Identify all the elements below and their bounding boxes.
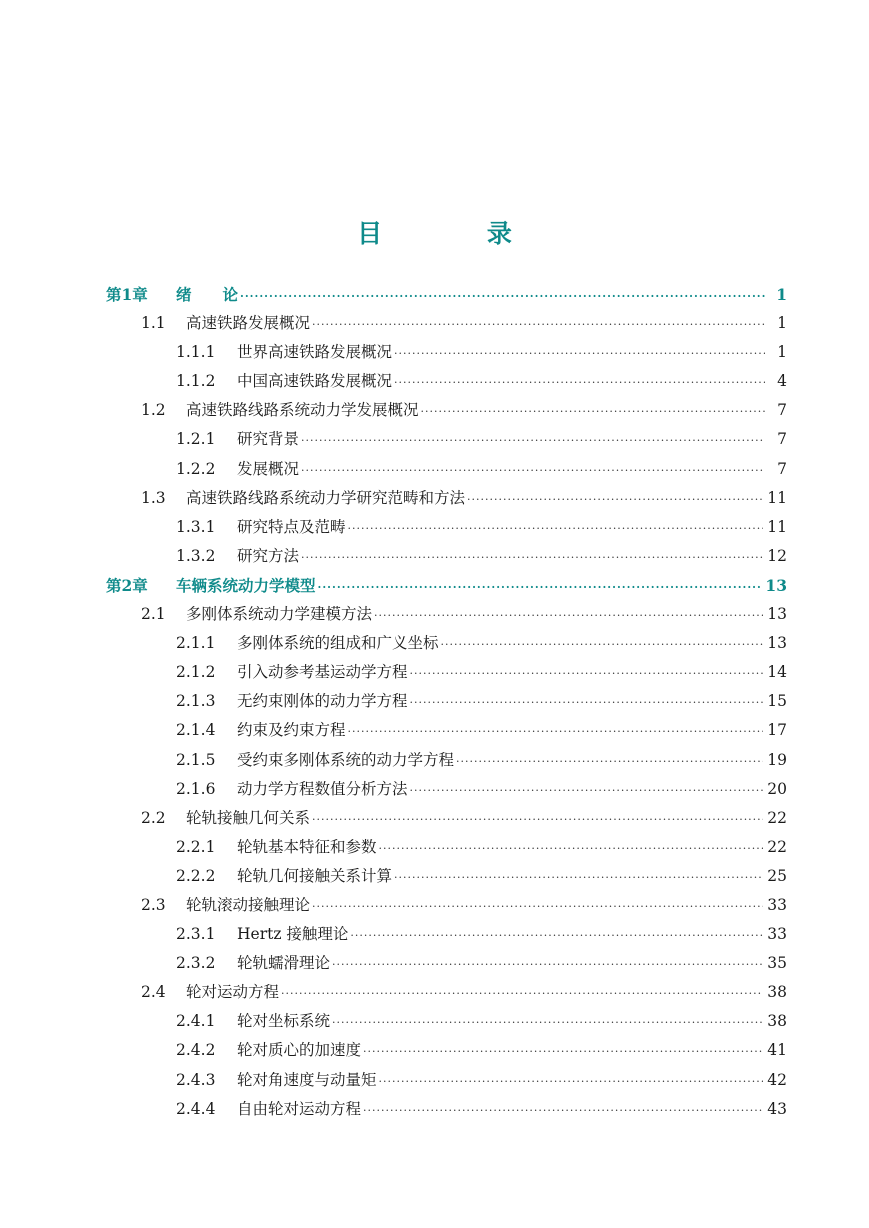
toc-section-entry[interactable] [106,978,787,1007]
toc-dot-leader [240,282,765,311]
toc-entry-label: 高速铁路线路系统动力学发展概况 [186,401,419,420]
toc-entry-number: 2.1.6 [176,779,216,798]
toc-entry-page-number: 42 [767,1070,787,1089]
toc-dot-leader [312,805,763,834]
toc-entry-number: 2.1.2 [176,663,216,682]
toc-dot-leader [318,573,762,602]
toc-entry-number: 2.4 [141,983,166,1002]
toc-entry-page-number: 38 [767,983,787,1002]
toc-section-entry[interactable] [106,484,787,513]
toc-entry-label: 引入动参考基运动学方程 [237,663,408,682]
toc-dot-leader [312,892,763,921]
toc-chapter-entry[interactable] [106,280,787,309]
toc-entry-number: 2.1.3 [176,692,216,711]
toc-dot-leader [410,659,764,688]
toc-entry-label: 世界高速铁路发展概况 [237,343,393,362]
toc-section-entry[interactable] [106,891,787,920]
toc-entry-label: 轮轨接触几何关系 [186,808,311,827]
toc-entry-number: 1.1 [141,314,166,333]
toc-dot-leader [301,456,765,485]
toc-section-entry[interactable] [106,309,787,338]
toc-entry-page-number: 17 [767,721,787,740]
toc-entry-number: 2.4.3 [176,1070,216,1089]
toc-dot-leader [379,1067,764,1096]
toc-entry-page-number: 13 [765,575,787,595]
toc-entry-page-number: 1 [777,314,787,333]
toc-entry-label: 多刚体系统动力学建模方法 [186,605,373,624]
toc-entry-page-number: 13 [767,634,787,653]
toc-subsection-entry[interactable] [106,338,787,367]
toc-entry-page-number: 33 [767,925,787,944]
toc-section-entry[interactable] [106,804,787,833]
toc-entry-label: 轮轨基本特征和参数 [237,837,377,856]
toc-dot-leader [363,1096,763,1125]
toc-entry-label: 研究背景 [237,430,300,449]
toc-entry-number: 1.3 [141,488,166,507]
toc-dot-leader [394,368,765,397]
toc-entry-number: 1.3.1 [176,517,216,536]
toc-subsection-entry[interactable] [106,775,787,804]
toc-entry-page-number: 7 [777,459,787,478]
toc-entry-number: 2.1.5 [176,750,216,769]
toc-subsection-entry[interactable] [106,687,787,716]
toc-dot-leader [379,834,764,863]
toc-entry-number: 2.2 [141,808,166,827]
toc-dot-leader [441,630,764,659]
toc-entry-label: 中国高速铁路发展概况 [237,372,393,391]
toc-entry-page-number: 1 [777,343,787,362]
toc-entry-label: 车辆系统动力学模型 [176,575,316,595]
toc-entry-page-number: 13 [767,605,787,624]
toc-subsection-entry[interactable] [106,455,787,484]
toc-subsection-entry[interactable] [106,716,787,745]
toc-entry-label: 轮轨滚动接触理论 [186,895,311,914]
toc-dot-leader [363,1037,763,1066]
toc-entry-number: 1.3.2 [176,546,216,565]
toc-subsection-entry[interactable] [106,1095,787,1124]
toc-entry-label: 高速铁路线路系统动力学研究范畴和方法 [186,488,466,507]
toc-entry-page-number: 4 [777,372,787,391]
toc-entry-number: 2.1.1 [176,634,216,653]
toc-dot-leader [281,979,763,1008]
toc-entry-page-number: 1 [776,285,787,304]
toc-subsection-entry[interactable] [106,425,787,454]
toc-entry-number: 2.1 [141,605,166,624]
toc-dot-leader [332,1008,763,1037]
toc-dot-leader [301,543,763,572]
toc-entry-page-number: 15 [767,692,787,711]
toc-subsection-entry[interactable] [106,1007,787,1036]
toc-entry-label: 轮对运动方程 [186,983,280,1002]
toc-dot-leader [410,688,764,717]
toc-entry-label: 多刚体系统的组成和广义坐标 [237,634,439,653]
toc-subsection-entry[interactable] [106,862,787,891]
toc-entry-label: 轮对角速度与动量矩 [237,1070,377,1089]
toc-entry-page-number: 11 [767,517,787,536]
toc-entry-label: 受约束多刚体系统的动力学方程 [237,750,455,769]
toc-dot-leader [467,485,763,514]
toc-entry-number: 1.2.1 [176,430,216,449]
toc-subsection-entry[interactable] [106,1036,787,1065]
toc-subsection-entry[interactable] [106,1066,787,1095]
toc-dot-leader [374,601,763,630]
toc-dot-leader [394,339,765,368]
toc-entry-number: 第2章 [106,575,148,595]
toc-entry-label: 发展概况 [237,459,300,478]
toc-entry-page-number: 43 [767,1099,787,1118]
toc-dot-leader [332,950,763,979]
toc-entry-label: 动力学方程数值分析方法 [237,779,408,798]
toc-entry-number: 2.4.1 [176,1012,216,1031]
toc-dot-leader [312,310,765,339]
toc-entry-page-number: 20 [767,779,787,798]
toc-entry-label: 轮轨几何接触关系计算 [237,866,393,885]
toc-entry-number: 2.2.1 [176,837,216,856]
toc-entry-number: 2.4.2 [176,1041,216,1060]
toc-entry-page-number: 41 [767,1041,787,1060]
toc-entry-number: 1.2.2 [176,459,216,478]
toc-dot-leader [410,776,764,805]
toc-entry-page-number: 33 [767,895,787,914]
toc-entry-label: 轮轨蠕滑理论 [237,954,331,973]
toc-entry-number: 2.3 [141,895,166,914]
toc-subsection-entry[interactable] [106,658,787,687]
toc-subsection-entry[interactable] [106,746,787,775]
toc-entry-label: 研究方法 [237,546,300,565]
toc-entry-label: 约束及约束方程 [237,721,346,740]
toc-title: 目 录 [357,219,560,248]
toc-list [106,280,787,1124]
toc-entry-label: 自由轮对运动方程 [237,1099,362,1118]
toc-chapter-entry[interactable] [106,571,787,600]
toc-subsection-entry[interactable] [106,920,787,949]
toc-dot-leader [348,717,764,746]
toc-section-entry[interactable] [106,396,787,425]
toc-subsection-entry[interactable] [106,833,787,862]
toc-entry-page-number: 22 [767,808,787,827]
toc-entry-page-number: 11 [767,488,787,507]
toc-entry-page-number: 7 [777,430,787,449]
toc-entry-label: 高速铁路发展概况 [186,314,311,333]
toc-entry-number: 1.2 [141,401,166,420]
toc-entry-page-number: 14 [767,663,787,682]
toc-entry-number: 2.4.4 [176,1099,216,1118]
toc-entry-page-number: 38 [767,1012,787,1031]
toc-entry-label: 研究特点及范畴 [237,517,346,536]
toc-entry-page-number: 35 [767,954,787,973]
toc-entry-label: 轮对坐标系统 [237,1012,331,1031]
toc-entry-number: 1.1.2 [176,372,216,391]
toc-entry-number: 2.3.2 [176,954,216,973]
toc-dot-leader [421,397,765,426]
toc-entry-number: 2.3.1 [176,925,216,944]
toc-entry-label: 轮对质心的加速度 [237,1041,362,1060]
toc-entry-page-number: 25 [767,866,787,885]
toc-entry-page-number: 22 [767,837,787,856]
toc-entry-number: 1.1.1 [176,343,216,362]
toc-entry-number: 第1章 [106,285,148,304]
toc-dot-leader [456,747,763,776]
toc-entry-label: Hertz 接触理论 [237,925,349,944]
toc-entry-number: 2.1.4 [176,721,216,740]
toc-section-entry[interactable] [106,600,787,629]
toc-dot-leader [348,514,764,543]
toc-subsection-entry[interactable] [106,949,787,978]
toc-entry-page-number: 7 [777,401,787,420]
toc-subsection-entry[interactable] [106,629,787,658]
toc-entry-label: 无约束刚体的动力学方程 [237,692,408,711]
toc-subsection-entry[interactable] [106,542,787,571]
toc-dot-leader [394,863,763,892]
toc-entry-page-number: 12 [767,546,787,565]
toc-subsection-entry[interactable] [106,367,787,396]
toc-entry-page-number: 19 [767,750,787,769]
toc-subsection-entry[interactable] [106,513,787,542]
toc-entry-number: 2.2.2 [176,866,216,885]
toc-dot-leader [350,921,763,950]
toc-dot-leader [301,426,765,455]
toc-entry-label: 绪 论 [176,285,239,304]
